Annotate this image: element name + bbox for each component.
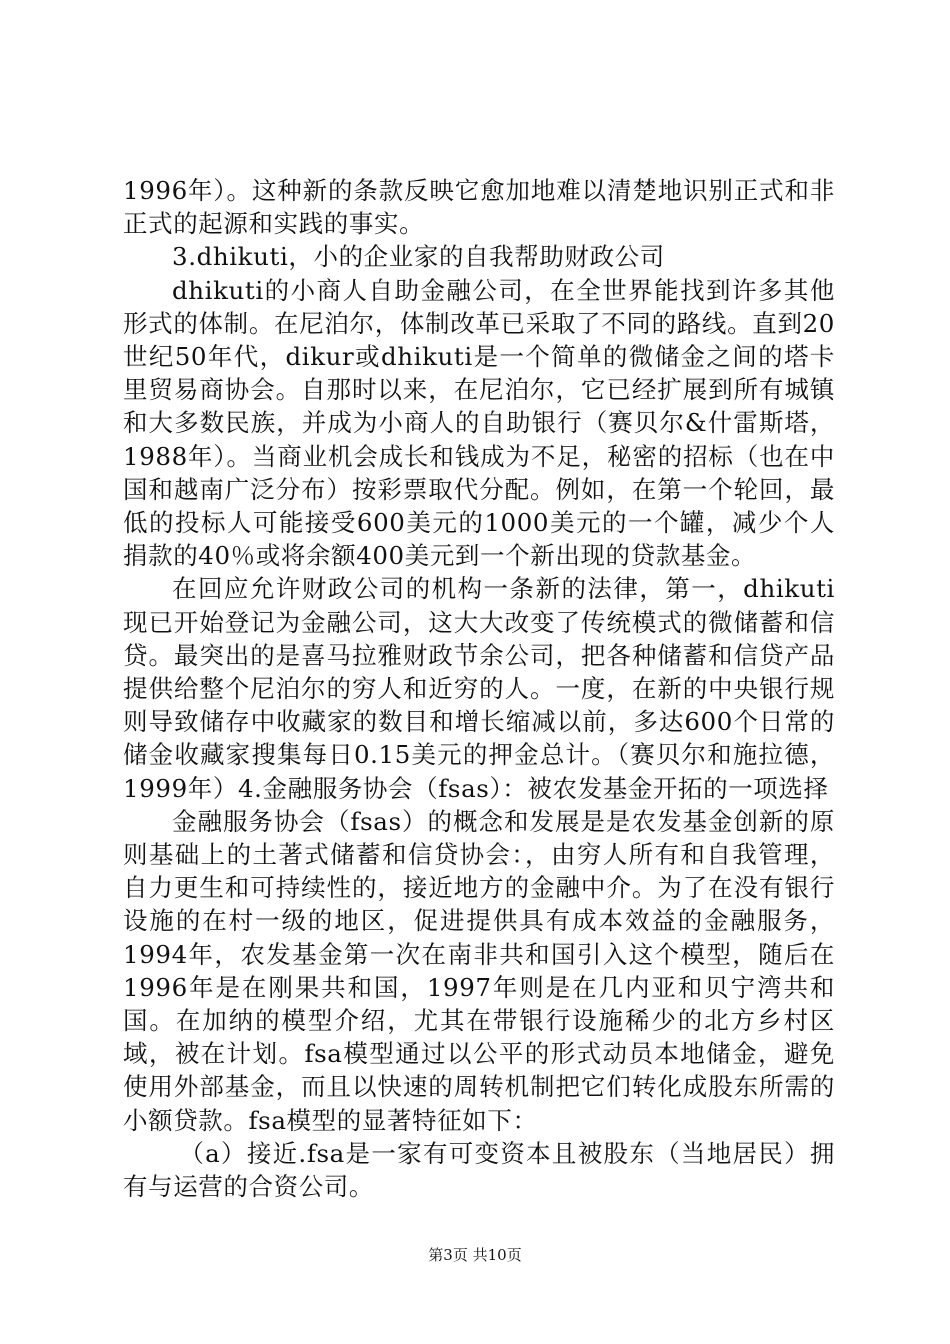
paragraph-fsa-feature-a: （a）接近.fsa是一家有可变资本且被股东（当地居民）拥有与运营的合资公司。 (123, 1138, 835, 1202)
paragraph-dhikuti-intro: dhikuti的小商人自助金融公司，在全世界能找到许多其他形式的体制。在尼泊尔，体制改革已采取了不同的路线。直到20世纪50年代，dikur或dhikuti是一个简单的微储金之间的塔卡里贸易商协会。自那时以来，在尼泊尔，它已经扩展到所有城镇和大多数民族，并成为小商人的自助银行（赛贝尔&什雷斯塔，1988年）。当商业机会成长和钱成为不足，秘密的招标（也在中国和越南广泛分布）按彩票取代分配。例如，在第一个轮回，最低的投标人可能接受600美元的1000美元的一个罐，减少个人捐款的40％或将余额400美元到一个新出现的贷款基金。 (123, 275, 835, 571)
paragraph-continuation: 1996年）。这种新的条款反映它愈加地难以清楚地识别正式和非正式的起源和实践的事实。 (123, 176, 835, 239)
document-body (123, 174, 835, 1203)
paragraph-finance-law: 在回应允许财政公司的机构一条新的法律，第一，dhikuti现已开始登记为金融公司，这大大改变了传统模式的微储蓄和信贷。最突出的是喜马拉雅财政节余公司，把各种储蓄和信贷产品提供给整个尼泊尔的穷人和近穷的人。一度，在新的中央银行规则导致储存中收藏家的数目和增长缩减以前，多达600个日常的储金收藏家搜集每日0.15美元的押金总计。（赛贝尔和施拉德，1999年）4.金融服务协会（fsas）：被农发基金开拓的一项选择 (123, 574, 835, 803)
paragraph-fsa-concept: 金融服务协会（fsas）的概念和发展是是农发基金创新的原则基础上的土著式储蓄和信贷协会：，由穷人所有和自我管理，自力更生和可持续性的，接近地方的金融中介。为了在没有银行设施的在村一级的地区，促进提供具有成本效益的金融服务，1994年，农发基金第一次在南非共和国引入这个模型，随后在1996年是在刚果共和国，1997年则是在几内亚和贝宁湾共和国。在加纳的模型介绍，尤其在带银行设施稀少的北方乡村区域，被在计划。fsa模型通过以公平的形式动员本地储金，避免使用外部基金，而且以快速的周转机制把它们转化成股东所需的小额贷款。fsa模型的显著特征如下： (123, 806, 835, 1135)
page-number-footer: 第3页 共10页 (428, 1246, 522, 1264)
section-heading-dhikuti: 3.dhikuti，小的企业家的自我帮助财政公司 (172, 242, 665, 272)
